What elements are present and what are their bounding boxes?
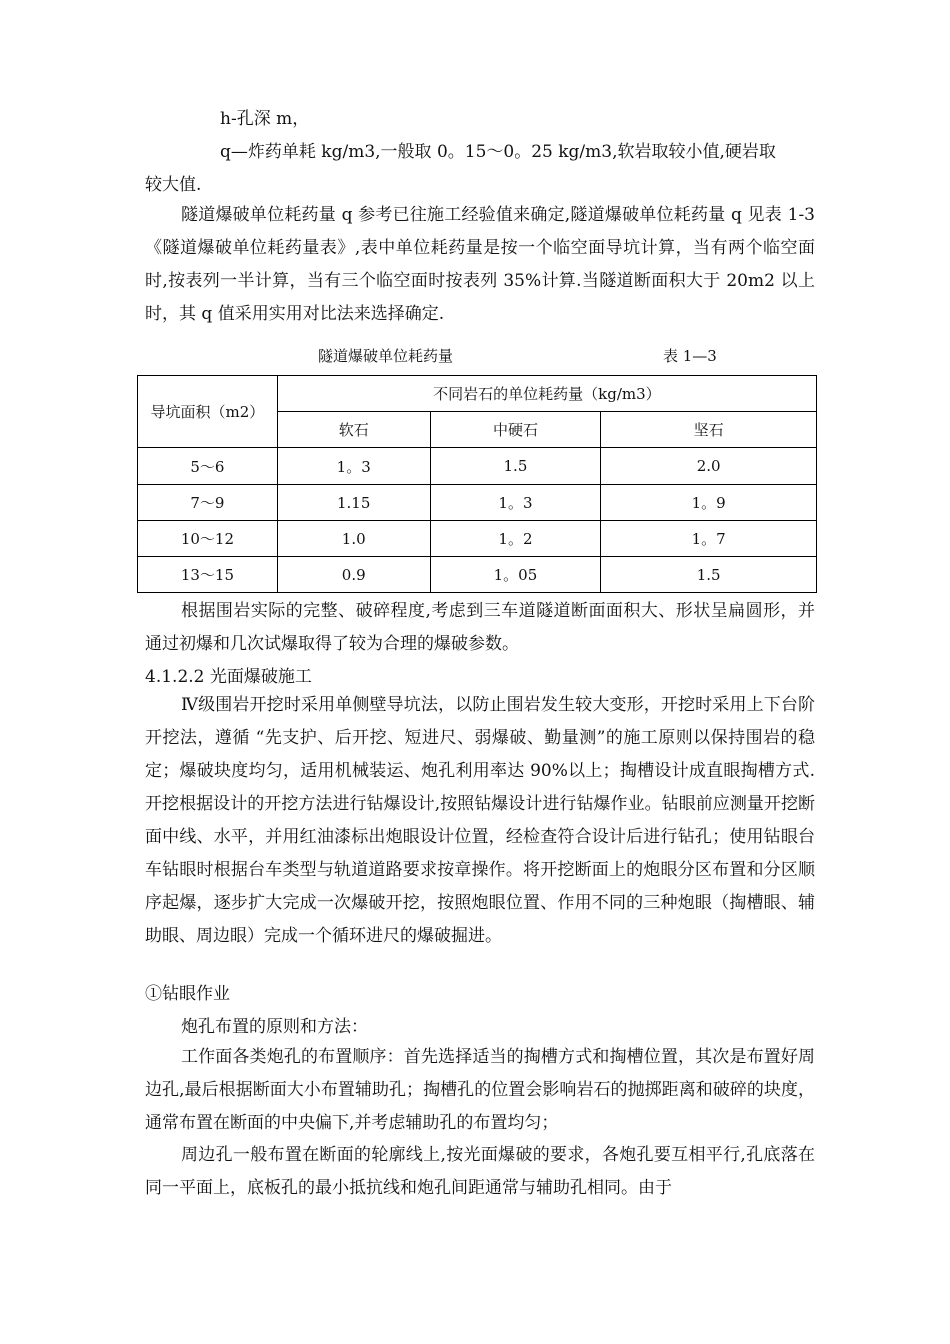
cell-soft: 1.15 bbox=[277, 485, 430, 521]
line-larger-value: 较大值. bbox=[145, 175, 202, 195]
table-title: 隧道爆破单位耗药量 bbox=[318, 347, 454, 365]
cell-area: 7～9 bbox=[138, 485, 278, 521]
paragraph-rock-integrity: 根据围岩实际的完整、破碎程度,考虑到三车道隧道断面面积大、形状呈扁圆形，并通过初爆和几次试爆取得了较为合理的爆破参数。 bbox=[145, 601, 815, 654]
table-row bbox=[138, 521, 817, 557]
header-hard-rock: 坚石 bbox=[601, 412, 817, 448]
paragraph-hole-order: 工作面各类炮孔的布置顺序：首先选择适当的掏槽方式和掏槽位置，其次是布置好周边孔,最后根据断面大小布置辅助孔；掏槽孔的位置会影响岩石的抛掷距离和破碎的块度，通常布置在断面的中央偏下,并考虑辅助孔的布置均匀； bbox=[145, 1047, 815, 1133]
cell-hard: 1.5 bbox=[601, 557, 817, 593]
cell-hard: 2.0 bbox=[601, 448, 817, 485]
cell-area: 5～6 bbox=[138, 448, 278, 485]
paragraph-unit-consumption: 隧道爆破单位耗药量 q 参考已往施工经验值来确定,隧道爆破单位耗药量 q 见表 1-3《隧道爆破单位耗药量表》,表中单位耗药量是按一个临空面导坑计算，当有两个临空面时,按表列一半计算，当有三个临空面时按表列 35%计算.当隧道断面积大于 20m2 以上时，其 q 值采用实用对比法来选择确定. bbox=[145, 205, 815, 324]
cell-hard: 1。7 bbox=[601, 521, 817, 557]
header-rock-group: 不同岩石的单位耗药量（kg/m3） bbox=[277, 376, 816, 412]
header-area: 导坑面积（m2） bbox=[138, 376, 278, 448]
line-hole-depth: h-孔深 m， bbox=[220, 109, 310, 129]
paragraph-excavation-method: Ⅳ级围岩开挖时采用单侧壁导坑法，以防止围岩发生较大变形，开挖时采用上下台阶开挖法，遵循 “先支护、后开挖、短进尺、弱爆破、勤量测”的施工原则以保持围岩的稳定；爆破块度均匀，适用机械装运、炮孔利用率达 90%以上；掏槽设计成直眼掏槽方式.开挖根据设计的开挖方法进行钻爆设计,按照钻爆设计进行钻爆作业。钻眼前应测量开挖断面中线、水平，并用红油漆标出炮眼设计位置，经检查符合设计后进行钻孔；使用钻眼台车钻眼时根据台车类型与轨道道路要求按章操作。将开挖断面上的炮眼分区布置和分区顺序起爆，逐步扩大完成一次爆破开挖，按照炮眼位置、作用不同的三种炮眼（掏槽眼、辅助眼、周边眼）完成一个循环进尺的爆破掘进。 bbox=[145, 695, 815, 946]
heading-drilling: ①钻眼作业 bbox=[145, 984, 230, 1004]
paragraph-perimeter-holes: 周边孔一般布置在断面的轮廓线上,按光面爆破的要求，各炮孔要互相平行,孔底落在同一平面上，底板孔的最小抵抗线和炮孔间距通常与辅助孔相同。由于 bbox=[145, 1145, 815, 1198]
cell-soft: 1。3 bbox=[277, 448, 430, 485]
cell-medium: 1。05 bbox=[430, 557, 601, 593]
line-explosive-consumption: q—炸药单耗 kg/m3,一般取 0。15～0。25 kg/m3,软岩取较小值,硬岩取 bbox=[220, 142, 776, 162]
cell-soft: 0.9 bbox=[277, 557, 430, 593]
table-row bbox=[138, 448, 817, 485]
cell-medium: 1。3 bbox=[430, 485, 601, 521]
table-row bbox=[138, 557, 817, 593]
heading-smooth-blasting: 4.1.2.2 光面爆破施工 bbox=[145, 667, 312, 687]
table-number: 表 1—3 bbox=[663, 347, 717, 365]
cell-hard: 1。9 bbox=[601, 485, 817, 521]
cell-soft: 1.0 bbox=[277, 521, 430, 557]
header-soft-rock: 软石 bbox=[277, 412, 430, 448]
cell-area: 13～15 bbox=[138, 557, 278, 593]
table-row bbox=[138, 485, 817, 521]
cell-medium: 1。2 bbox=[430, 521, 601, 557]
header-medium-rock: 中硬石 bbox=[430, 412, 601, 448]
cell-area: 10～12 bbox=[138, 521, 278, 557]
paragraph-layout-principles: 炮孔布置的原则和方法： bbox=[181, 1017, 368, 1037]
cell-medium: 1.5 bbox=[430, 448, 601, 485]
consumption-table bbox=[137, 375, 817, 593]
